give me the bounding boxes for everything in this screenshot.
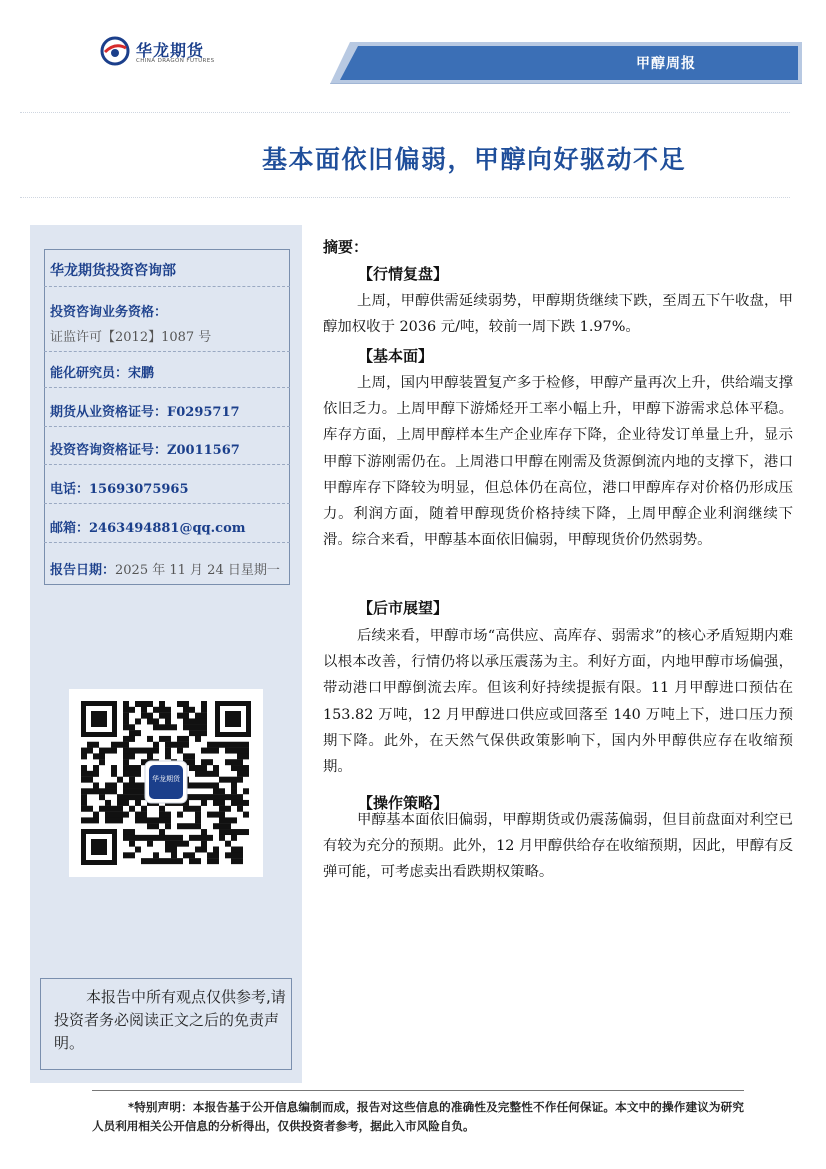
report-title: 基本面依旧偏弱，甲醇向好驱动不足 xyxy=(262,145,687,174)
section-text-market-review: 上周，甲醇供需延续弱势，甲醇期货继续下跌，至周五下午收盘，甲醇加权收于 2036 元/吨，较前一周下跌 1.97%。 xyxy=(323,293,793,336)
futures-cert-value: F0295717 xyxy=(167,405,240,420)
section-text-strategy: 甲醇基本面依旧偏弱，甲醇期货或仍震荡偏弱，但目前盘面对利空已有较为充分的预期。此外，12 月甲醇供给存在收缩预期，因此，甲醇有反弹可能，可考虑卖出看跌期权策略。 xyxy=(323,812,793,881)
sidebar-divider xyxy=(44,387,290,388)
email-row xyxy=(50,517,246,536)
special-statement: *特别声明：本报告基于公开信息编制而成，报告对这些信息的准确性及完整性不作任何保证。本文中的操作建议为研究人员利用相关公开信息的分析得出，仅供投资者参考，据此入市风险自负。 xyxy=(92,1100,744,1133)
section-text-outlook: 后续来看，甲醇市场“高供应、高库存、弱需求”的核心矛盾短期内难以根本改善，行情仍将以承压震荡为主。利好方面，内地甲醇市场偏强，带动港口甲醇倒流去库。但该利好持续提振有限。11 月甲醇进口预估在 153.82 万吨，12 月甲醇进口供应或回落至 140 万吨上下，进口压力预期下降。此外，在天然气保供政策影响下，国内外甲醇供应存在收缩预期。 xyxy=(323,628,793,776)
qr-center-label: 华龙期货 xyxy=(152,775,180,783)
qualification-value: 证监许可【2012】1087 号 xyxy=(50,330,212,345)
phone-row xyxy=(50,478,189,497)
sidebar-disclaimer: 本报告中所有观点仅供参考,请投资者务必阅读正文之后的免责声明。 xyxy=(54,988,286,1052)
sidebar-divider xyxy=(44,286,290,287)
section-text-fundamentals: 上周，国内甲醇装置复产多于检修，甲醇产量再次上升，供给端支撑依旧乏力。上周甲醇下游烯烃开工率小幅上升，甲醇下游需求总体平稳。库存方面，上周甲醇样本生产企业库存下降，企业待发订单量上升，显示甲醇下游刚需仍在。上周港口甲醇在刚需及货源倒流内地的支撑下，港口甲醇库存下降较为明显，但总体仍在高位，港口甲醇库存对价格仍形成压力。利润方面，随着甲醇现货价格持续下降，上周甲醇企业利润继续下滑。综合来看，甲醇基本面依旧偏弱，甲醇现货价仍然弱势。 xyxy=(323,375,793,549)
futures-cert-label: 期货从业资格证号： xyxy=(50,405,168,420)
summary-label: 摘要： xyxy=(323,238,369,256)
email-label: 邮箱： xyxy=(50,521,90,536)
researcher-name: 宋鹏 xyxy=(128,366,155,381)
sidebar-divider xyxy=(44,426,290,427)
section-heading-fundamentals: 【基本面】 xyxy=(358,347,434,365)
header-banner xyxy=(330,42,802,84)
qr-code-icon xyxy=(69,689,263,877)
researcher-label: 能化研究员： xyxy=(50,366,129,381)
report-date-value: 2025 年 11 月 24 日星期一 xyxy=(115,563,280,578)
brand-name-cn: 华龙期货 xyxy=(136,41,205,60)
header-divider xyxy=(20,112,790,113)
section-heading-market-review: 【行情复盘】 xyxy=(358,265,449,283)
phone-value: 15693075965 xyxy=(89,482,189,497)
department-name: 华龙期货投资咨询部 xyxy=(50,263,176,279)
footer-divider xyxy=(92,1090,744,1091)
consult-cert-label: 投资咨询资格证号： xyxy=(50,443,168,458)
consult-cert-row xyxy=(50,439,240,458)
wechat-qr-code xyxy=(69,689,263,877)
brand-name-en: CHINA DRAGON FUTURES xyxy=(136,58,215,64)
section-heading-outlook: 【后市展望】 xyxy=(358,599,449,617)
futures-cert-row xyxy=(50,401,240,420)
sidebar-divider xyxy=(44,503,290,504)
qualification-label: 投资咨询业务资格： xyxy=(50,305,168,320)
sidebar-divider xyxy=(44,542,290,543)
report-date-row xyxy=(50,559,280,578)
report-type-label: 甲醇周报 xyxy=(636,56,696,72)
company-logo xyxy=(100,36,220,76)
phone-label: 电话： xyxy=(50,482,90,497)
report-date-label: 报告日期： xyxy=(50,563,116,578)
researcher-row xyxy=(50,362,154,381)
title-divider xyxy=(20,197,790,198)
sidebar-divider xyxy=(44,351,290,352)
email-value: 2463494881@qq.com xyxy=(89,521,246,536)
dragon-logo-icon xyxy=(100,36,130,66)
consult-cert-value: Z0011567 xyxy=(167,443,240,458)
sidebar-divider xyxy=(44,464,290,465)
section-heading-strategy: 【操作策略】 xyxy=(358,794,449,812)
